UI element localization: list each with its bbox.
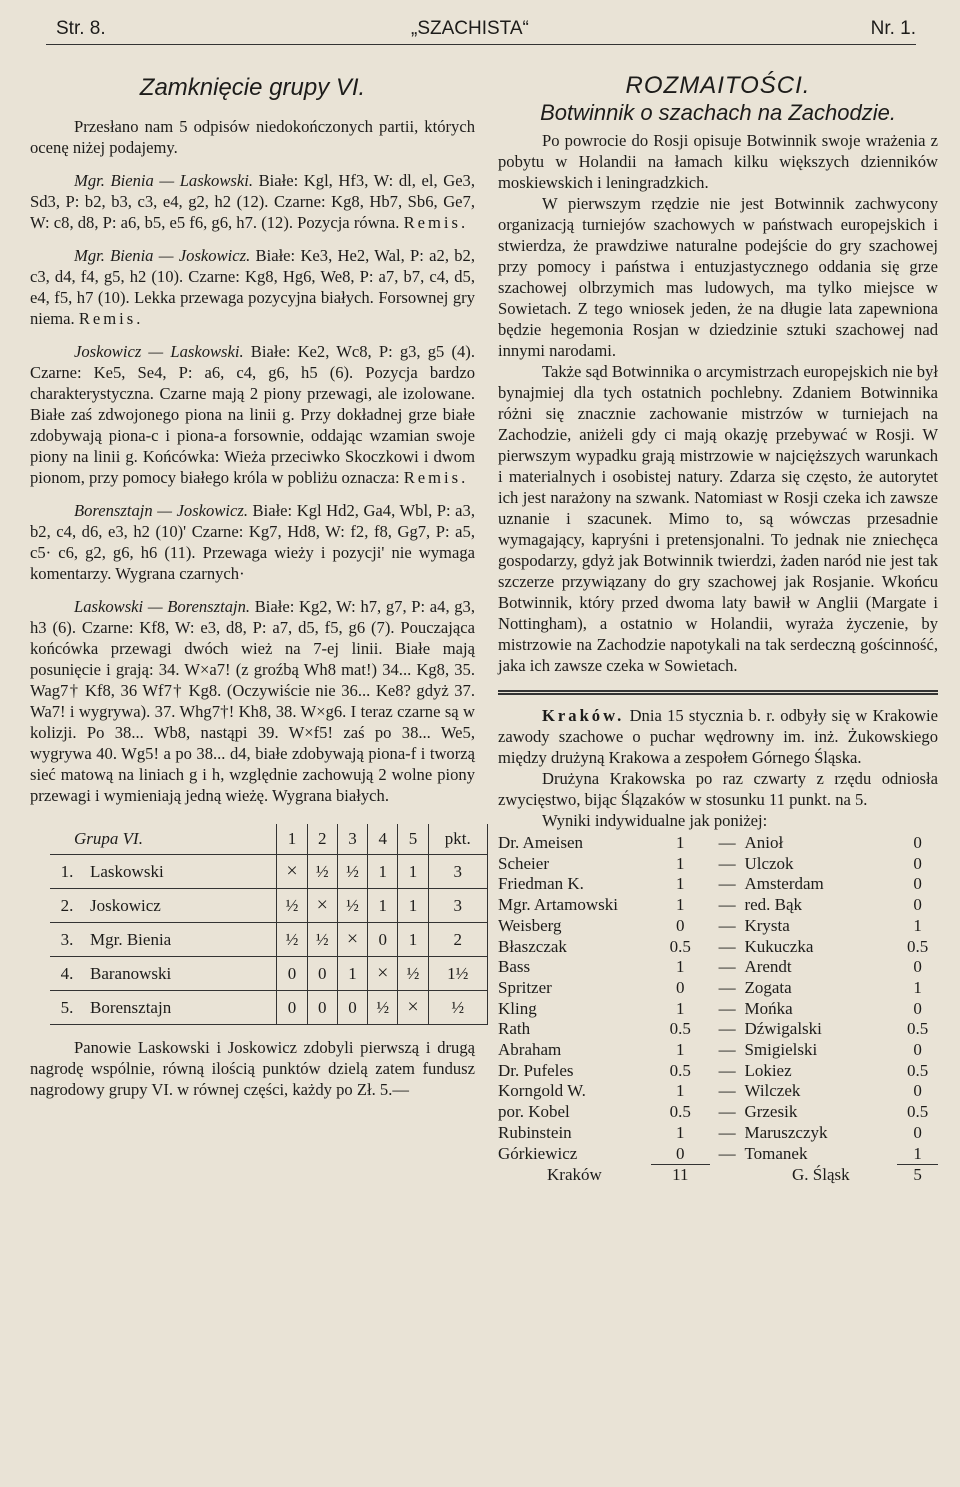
result-total-cell: 11 [651, 1165, 710, 1186]
crosstable-cell: × [337, 923, 367, 957]
result-total-cell: G. Śląsk [792, 1165, 850, 1184]
result-row [498, 1123, 938, 1144]
crosstable-cell: 0 [368, 923, 398, 957]
result-cell: Zogata [744, 977, 792, 997]
result-cell: 1 [676, 1081, 685, 1101]
crosstable-cell: 0 [307, 991, 337, 1025]
crosstable-cell: 1 [368, 855, 398, 889]
result-cell: Dr. Ameisen [498, 833, 583, 852]
result-cell: Tomanek [744, 1143, 808, 1163]
result-cell: Friedman K. [498, 874, 584, 894]
result-cell: Weisberg [498, 915, 562, 935]
result-row [498, 978, 938, 999]
crosstable-row [50, 889, 488, 923]
result-cell: 0 [913, 1040, 922, 1060]
result-total-row [498, 1165, 938, 1186]
result-cell: — [718, 1122, 736, 1142]
crosstable [50, 824, 488, 1025]
result-cell: 0 [913, 874, 922, 894]
crosstable-cell: 1 [398, 855, 428, 889]
result-cell: 0.5 [669, 936, 691, 956]
crosstable-cell: ½ [307, 855, 337, 889]
crosstable-cell: 0 [337, 991, 367, 1025]
result-cell: Maruszczyk [744, 1122, 828, 1142]
article-paragraph: Po powrocie do Rosji opisuje Botwinnik swoje wrażenia z pobytu w Holandii na łamach kilku większych dzienników moskiewskich i leningradzkich. [498, 131, 938, 192]
result-row [498, 833, 938, 854]
result-cell: — [718, 998, 736, 1018]
crosstable-player: Laskowski [84, 855, 277, 889]
result-row [498, 1102, 938, 1123]
article-paragraph: W pierwszym rzędzie nie jest Botwinnik zachwycony organizacją turniejów szachowych w państwach europejskich i stwierdza, że prawdziwe naturalne podejście do gry szachowej przy pomocy i państwa i entuzjastycznego oddania się grze szachowej olbrzymich mas ludowych, ma tylko miejsce w Sowietach. Z tego wniosek jeden, że na długie lata zapewniona będzie hegemonia Rosjan w dziedzinie sztuki szachowej nad innymi narodami. [498, 194, 938, 360]
result-cell: 0.5 [906, 1019, 929, 1039]
right-column [498, 52, 938, 1186]
crosstable-cell: 0 [277, 991, 307, 1025]
crosstable-row [50, 957, 488, 991]
page-number: Str. 8. [56, 18, 106, 39]
result-row [498, 937, 938, 958]
result-cell: Krysta [744, 915, 790, 935]
result-cell: Górkiewicz [498, 1143, 578, 1163]
result-cell: 0.5 [669, 1019, 691, 1039]
result-cell: — [718, 1143, 736, 1163]
crosstable-col-header: 4 [368, 824, 398, 855]
result-row [498, 1019, 938, 1040]
game-entry [30, 170, 475, 233]
result-row [498, 1144, 938, 1165]
result-cell: 1 [676, 1040, 685, 1060]
crosstable-cell: ½ [368, 991, 398, 1025]
result-cell: — [718, 936, 736, 956]
krakow-paragraph: Kraków. Dnia 15 stycznia b. r. odbyły się w Krakowie zawody szachowe o puchar wędrowny im. inż. Żukowskiego między drużyną Krakowa a zespołem Górnego Śląska. [498, 706, 938, 767]
result-row [498, 874, 938, 895]
crosstable-rank: 4. [50, 957, 84, 991]
crosstable-cell: × [368, 957, 398, 991]
crosstable-rank: 1. [50, 855, 84, 889]
crosstable-cell: 3 [428, 855, 487, 889]
result-cell: Kling [498, 998, 537, 1018]
crosstable-col-header: 5 [398, 824, 428, 855]
game-players: Joskowicz — Laskowski. [74, 342, 244, 361]
result-row [498, 1040, 938, 1061]
result-cell: 0 [676, 915, 685, 935]
result-cell: Lokiez [744, 1060, 792, 1080]
game-entry [30, 596, 475, 806]
crosstable-col-header: pkt. [428, 824, 487, 855]
crosstable-rank: 2. [50, 889, 84, 923]
result-cell: — [718, 1040, 736, 1060]
result-cell: 0 [913, 957, 922, 977]
result-cell: Błaszczak [498, 936, 567, 956]
result-cell: Bass [498, 957, 531, 977]
article-subtitle: Botwinnik o szachach na Zachodzie. [540, 100, 896, 125]
result-cell: 1 [676, 957, 685, 977]
crosstable-player: Mgr. Bienia [84, 923, 277, 957]
section-divider [498, 690, 938, 695]
result-cell: Dr. Pufeles [498, 1060, 574, 1080]
game-players: Mgr. Bienia — Laskowski. [74, 171, 253, 190]
result-cell: 0 [676, 1143, 685, 1163]
result-cell: 0 [913, 833, 922, 852]
result-cell: — [718, 895, 736, 915]
crosstable-rank: 5. [50, 991, 84, 1025]
result-row [498, 1081, 938, 1102]
crosstable-row [50, 923, 488, 957]
result-row [498, 1061, 938, 1082]
result-cell: 1 [913, 1143, 922, 1163]
result-cell: Scheier [498, 853, 549, 873]
result-cell: Mgr. Artamowski [498, 895, 618, 915]
crosstable-cell: 1 [368, 889, 398, 923]
crosstable-cell: 0 [277, 957, 307, 991]
crosstable-cell: ½ [277, 923, 307, 957]
result-cell: 0 [913, 895, 922, 915]
result-cell: 0.5 [669, 1060, 691, 1080]
result-cell: — [718, 915, 736, 935]
result-row [498, 895, 938, 916]
crosstable-cell: 2 [428, 923, 487, 957]
crosstable-cell: 0 [307, 957, 337, 991]
section-title-rozmaitosci: ROZMAITOŚCI. [625, 72, 811, 99]
left-column [30, 52, 475, 1100]
result-total-cell [710, 1165, 745, 1186]
crosstable-cell: ½ [428, 991, 487, 1025]
result-cell: — [718, 833, 736, 852]
crosstable-group-label: Grupa VI. [50, 824, 277, 855]
result-cell: Mońka [744, 998, 793, 1018]
game-description: Białe: Ke3, He2, Wal, P: a2, b2, c3, d4, f4, g5, h2 (10). Czarne: Kg8, Hg6, We8, P: a7, b7, c4, d5, e4, f5, h7 (10). Lekka przewaga pozycyjna białych. Forsownej gry niema. [30, 246, 475, 328]
crosstable-cell: ½ [277, 889, 307, 923]
game-entry [30, 341, 475, 488]
result-cell: 0 [913, 1081, 922, 1101]
result-total-cell: 5 [897, 1165, 938, 1186]
results-table [498, 833, 938, 1186]
result-cell: 1 [676, 1122, 685, 1142]
intro-paragraph: Przesłano nam 5 odpisów niedokończonych partii, których ocenę niżej podajemy. [30, 117, 475, 157]
crosstable-cell: × [307, 889, 337, 923]
game-result: Remis. [403, 213, 469, 232]
result-cell: 1 [676, 895, 685, 915]
game-entry [30, 500, 475, 584]
result-cell: 0.5 [906, 1102, 929, 1122]
crosstable-player: Joskowicz [84, 889, 277, 923]
issue-number: Nr. 1. [870, 18, 916, 39]
crosstable-cell: ½ [337, 889, 367, 923]
krakow-result-paragraph: Drużyna Krakowska po raz czwarty z rzędu odniosła zwycięstwo, bijąc Ślązaków w stosunku 11 punkt. na 5. [498, 769, 938, 809]
crosstable-cell: × [277, 855, 307, 889]
result-cell: Arendt [744, 957, 792, 977]
result-cell: 1 [913, 977, 922, 997]
crosstable-col-header: 1 [277, 824, 307, 855]
crosstable-cell: ½ [307, 923, 337, 957]
result-row [498, 999, 938, 1020]
result-cell: Abraham [498, 1040, 562, 1060]
game-description: Białe: Kgl Hd2, Ga4, Wbl, P: a3, b2, c4, d6, e3, h2 (10)' Czarne: Kg7, Hd8, W: f2, f8, Gg7, P: a5, c5· c6, g2, g6, h6 (11). Przewaga wieży i pozycji' nie wymaga komentarzy. Wygrana czarnych· [30, 501, 475, 583]
game-result: Remis. [78, 309, 144, 328]
crosstable-row [50, 855, 488, 889]
page-header [46, 14, 916, 45]
result-row [498, 854, 938, 875]
result-cell: Ulczok [744, 853, 794, 873]
result-cell: — [718, 1060, 736, 1080]
result-cell: 0.5 [906, 936, 929, 956]
result-cell: — [718, 977, 736, 997]
crosstable-col-header: 2 [307, 824, 337, 855]
crosstable-cell: 1 [337, 957, 367, 991]
result-cell: por. Kobel [498, 1102, 570, 1122]
result-cell: 1 [676, 833, 685, 852]
game-entry [30, 245, 475, 329]
result-cell: Grzesik [744, 1102, 798, 1122]
crosstable-cell: × [398, 991, 428, 1025]
crosstable-cell: ½ [337, 855, 367, 889]
result-cell: 1 [676, 874, 685, 894]
crosstable-rank: 3. [50, 923, 84, 957]
result-cell: Smigielski [744, 1040, 818, 1060]
result-cell: Rath [498, 1019, 531, 1039]
result-cell: 1 [676, 998, 685, 1018]
result-cell: red. Bąk [744, 895, 803, 915]
result-cell: 1 [913, 915, 922, 935]
crosstable-col-header: 3 [337, 824, 367, 855]
article-body [498, 130, 938, 676]
result-cell: 0 [913, 998, 922, 1018]
journal-title: „SZACHISTA“ [411, 18, 529, 39]
crosstable-cell: 3 [428, 889, 487, 923]
result-cell: Amsterdam [744, 874, 824, 894]
result-cell: 0.5 [906, 1060, 929, 1080]
result-cell: Spritzer [498, 977, 552, 997]
result-cell: — [718, 874, 736, 894]
article-paragraph: Także sąd Botwinnika o arcymistrzach europejskich nie był bynajmiej dla tych ostatnich pochlebny. Zdaniem Botwinnika różni się znacznie zachowanie mistrzów w turniejach na Zachodzie, aniżeli gdy ci mają okazję przebywać w Rosji. W pierwszym wypadku grają mistrzowie w najcięższych warunkach i materialnych i osobistej natury. Zdarza się często, że autorytet ich jest narażony na szwank. Natomiast w Rosji czeka ich zawsze uznanie i szacunek. Mimo to, są wówczas przesadnie wymagający, kapryśni i pretensjonalni. To jednak nie zniechęca gospodarzy, gdyż jak Botwinnik twierdzi, żaden naród nie jest tak szczerze przywiązany do gry szachowej jak Rosjanie. Wkońcu Botwinnik, który przed dwoma laty bawił w Anglii (Margate i Nottingham), a ostatnio w Holandii, wyraża życzenie, by mistrzowie na Zachodzie napotykali na tak serdeczną gościnność, jaka ich zawsze czeka w Sowietach. [498, 362, 938, 675]
result-cell: Anioł [744, 833, 784, 852]
game-description: Białe: Kgl, Hf3, W: dl, el, Ge3, Sd3, P: b2, b3, c3, e4, g2, h2 (12). Czarne: Kg8, Hb7, Sb6, Ge7, W: c8, d8, P: a6, b5, e5 f6, g6, h7. (12). Pozycja równa. [30, 171, 475, 232]
result-cell: 0.5 [669, 1102, 691, 1122]
crosstable-row [50, 991, 488, 1025]
crosstable-cell: 1 [398, 889, 428, 923]
crosstable-cell: 1½ [428, 957, 487, 991]
game-result: Remis. [403, 468, 469, 487]
result-cell: Rubinstein [498, 1122, 572, 1142]
result-cell: Wilczek [744, 1081, 801, 1101]
result-cell: Dźwigalski [744, 1019, 822, 1039]
crosstable-player: Baranowski [84, 957, 277, 991]
krakow-results-intro: Wyniki indywidualne jak poniżej: [542, 811, 768, 830]
result-cell: 0 [676, 977, 685, 997]
result-cell: 0 [913, 1122, 922, 1142]
result-cell: 1 [676, 853, 685, 873]
crosstable-cell: ½ [398, 957, 428, 991]
result-row [498, 916, 938, 937]
result-cell: 0 [913, 853, 922, 873]
game-description: Białe: Kg2, W: h7, g7, P: a4, g3, h3 (6). Czarne: Kf8, W: e3, d8, P: a7, d5, f5, g6 (7). Pouczająca końcówka przewagi dwóch wież na 7-ej linii. Białe mają posunięcie i grają: 34. W×a7! (z groźbą Wh8 mat!) 34... Kg8, 35. Wag7† Kf8, 36 Wf7† Kg8. (Oczywiście nie 36... Ke8? gdyż 37. Wa7! i wygrywa). 37. Whg7†! Kh8, 38. W×g6. I teraz czarne są w kolizji. Po 38... Wb8, nastąpi 39. W×f5! zaś po 38... We5, wygrywa 40. Wg5! a po 38... d4, białe zdobywają piona-f i tworzą sieć matową na liniach g i h, względnie zachowują 2 wolne piony przewagi i wymieniają jedną wieżę. Wygrana białych. [30, 597, 475, 805]
result-cell: — [718, 1081, 736, 1101]
game-players: Mgr. Bienia — Joskowicz. [74, 246, 251, 265]
section-title: Zamknięcie grupy VI. [139, 74, 366, 101]
game-players: Borensztajn — Joskowicz. [74, 501, 248, 520]
result-cell: — [718, 1102, 736, 1122]
result-row [498, 957, 938, 978]
result-cell: Korngold W. [498, 1081, 586, 1101]
crosstable-cell: 1 [398, 923, 428, 957]
games-list [30, 170, 475, 806]
result-cell: — [718, 957, 736, 977]
game-players: Laskowski — Borensztajn. [74, 597, 251, 616]
closing-paragraph: Panowie Laskowski i Joskowicz zdobyli pierwszą i drugą nagrodę wspólnie, równą ilością punktów dzielą zatem fundusz nagrodowy grupy VI. w równej części, każdy po Zł. 5.— [30, 1038, 475, 1099]
result-cell: — [718, 1019, 736, 1039]
result-cell: — [718, 853, 736, 873]
result-cell: Kukuczka [744, 936, 814, 956]
game-description: Białe: Ke2, Wc8, P: g3, g5 (4). Czarne: Ke5, Se4, P: a6, c4, g6, h5 (6). Pozycja bardzo charakterystyczna. Czarne mają 2 piony przewagi, ale izolowane. Białe zaś zdwojonego piona na linii g. Przy dokładnej grze białe zdobywają piona-c i piona-a forsownie, oddając wzamian swoje piony na linii g. Końcówka: Wieża przeciwko Skoczkowi i dwom pionom, przy pomocy białego króla w pobliżu oznacza: [30, 342, 475, 487]
crosstable-player: Borensztajn [84, 991, 277, 1025]
result-total-cell: Kraków [547, 1165, 602, 1184]
